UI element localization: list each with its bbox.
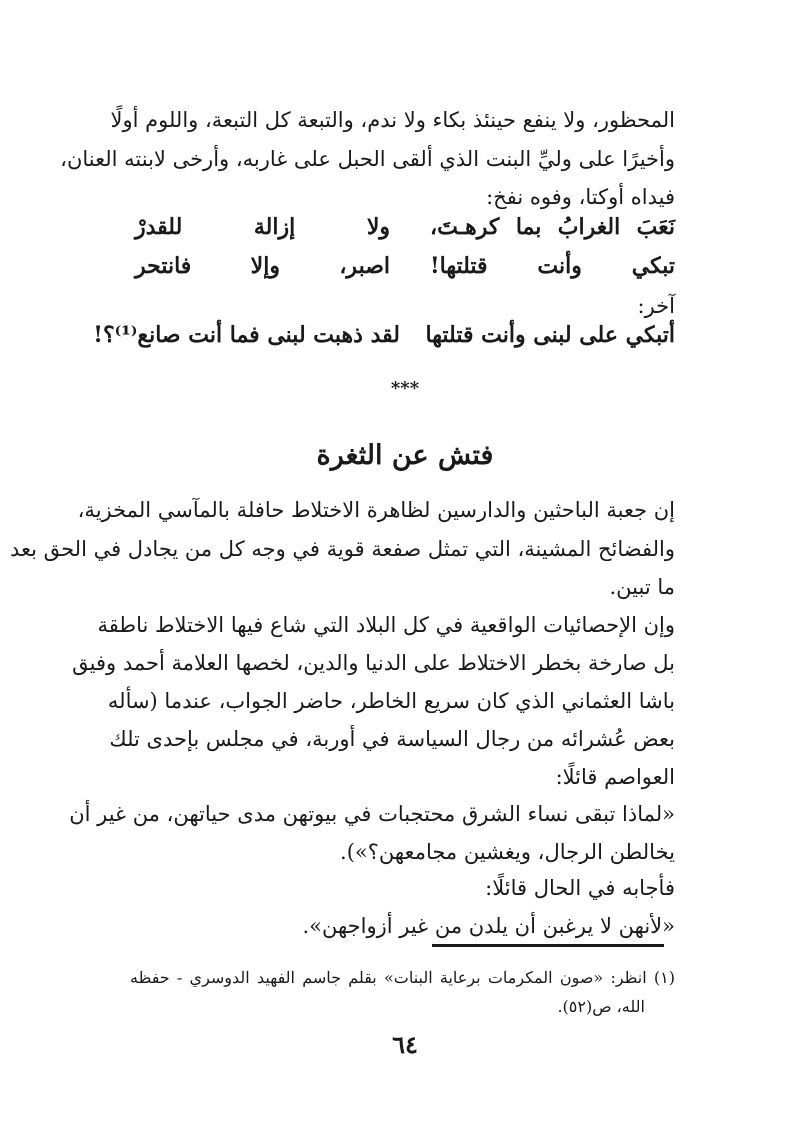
body-line: والفضائح المشينة، التي تمثل صفعة قوية في وجه كل من يجادل في الحق بعد bbox=[9, 537, 675, 561]
body-line: فيداه أوكتا، وفوه نفخ: bbox=[486, 185, 675, 209]
body-line: المحظور، ولا ينفع حينئذ بكاء ولا ندم، والتبعة كل التبعة، واللوم أولًا bbox=[110, 108, 675, 132]
section-heading: فتش عن الثغرة bbox=[316, 440, 494, 471]
body-line: فأجابه في الحال قائلًا: bbox=[485, 876, 675, 900]
verse-hemistich-right: أتبكي على لبنى وأنت قتلتها bbox=[425, 322, 675, 348]
body-line: باشا العثماني الذي كان سريع الخاطر، حاضر الجواب، عندما (سأله bbox=[107, 689, 675, 713]
page-number: ٦٤ bbox=[392, 1030, 418, 1059]
body-line: بل صارخة بخطر الاختلاط على الدنيا والدين، لخصها العلامة أحمد وفيق bbox=[72, 651, 675, 675]
verse-hemistich-right: نَعَبَ الغرابُ بما كرهـتَ، bbox=[430, 214, 675, 240]
verse-row bbox=[135, 249, 675, 283]
quote-line: يخالطن الرجال، ويغشين مجامعهن؟»). bbox=[340, 840, 675, 864]
other-poet-label: آخر: bbox=[637, 294, 675, 318]
body-line: إن جعبة الباحثين والدارسين لظاهرة الاختلاط حافلة بالمآسي المخزية، bbox=[77, 498, 675, 522]
body-line: بعض عُشرائه من رجال السياسة في أوربة، في مجلس بإحدى تلك bbox=[109, 727, 675, 751]
quote-line: «لأنهن لا يرغبن أن يلدن من غير أزواجهن». bbox=[302, 914, 675, 938]
verse-hemistich-left: لقد ذهبت لبنى فما أنت صانع⁽¹⁾؟! bbox=[93, 322, 400, 348]
verse-row bbox=[93, 318, 675, 352]
section-separator: *** bbox=[390, 378, 420, 399]
footnote-rule bbox=[432, 944, 664, 947]
body-line: العواصم قائلًا: bbox=[555, 765, 675, 789]
footnote-line: الله، ص(٥٢). bbox=[557, 997, 645, 1016]
footnote-line: (١) انظر: «صون المكرمات برعاية البنات» بقلم جاسم الفهيد الدوسري - حفظه bbox=[130, 968, 675, 987]
verse-hemistich-right: تبكي وأنت قتلتها! bbox=[430, 253, 675, 279]
verse-hemistich-left: ولا إزالة للقدرْ bbox=[135, 214, 390, 240]
body-line: ما تبين. bbox=[609, 575, 675, 599]
quote-line: «لماذا تبقى نساء الشرق محتجبات في بيوتهن مدى حياتهن، من غير أن bbox=[69, 802, 675, 826]
verse-hemistich-left: اصبر، وإلا فانتحر bbox=[135, 253, 390, 279]
body-line: وإن الإحصائيات الواقعية في كل البلاد التي شاع فيها الاختلاط ناطقة bbox=[97, 613, 675, 637]
body-line: وأخيرًا على وليِّ البنت الذي ألقى الحبل على غاربه، وأرخى لابنته العنان، bbox=[60, 147, 675, 171]
verse-row bbox=[135, 210, 675, 244]
